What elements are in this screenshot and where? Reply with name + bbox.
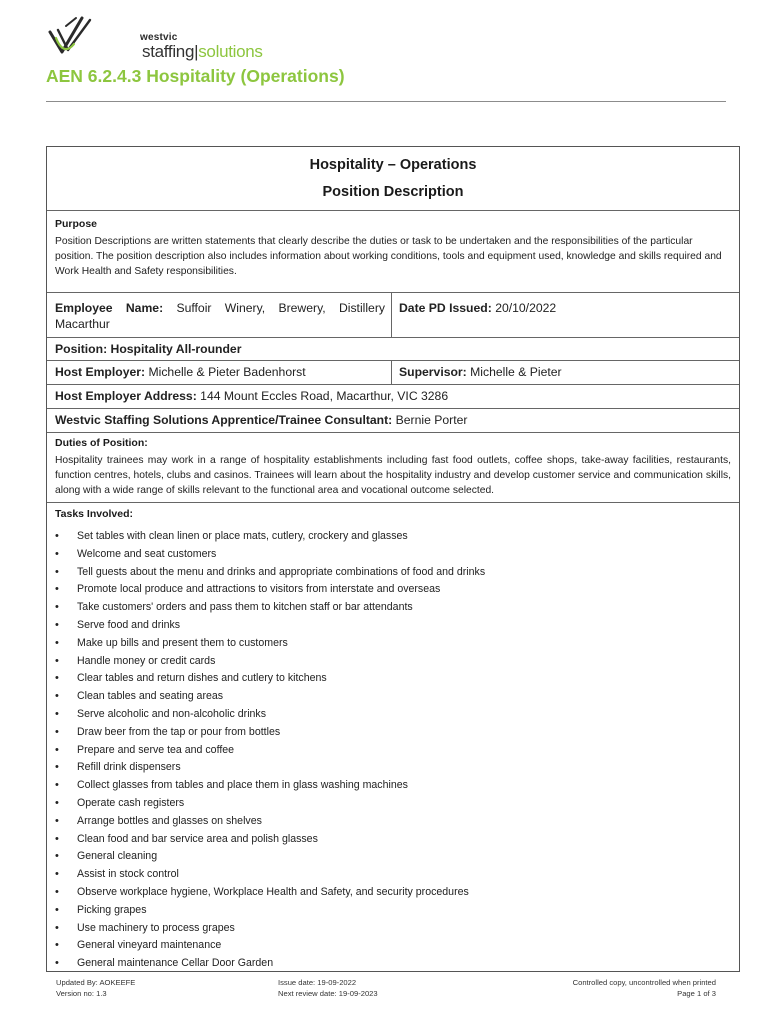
employee-name-label: Employee Name:	[55, 301, 164, 315]
duties-label: Duties of Position:	[55, 437, 148, 449]
logo-staffing-solutions-text	[142, 42, 263, 62]
footer-issue-date: Issue date: 19-09-2022	[278, 978, 357, 987]
task-item: • Clean food and bar service area and polish glasses	[55, 831, 731, 849]
employee-row-divider	[391, 293, 392, 337]
position-field	[55, 341, 241, 357]
heading-position-description: Position Description	[322, 184, 464, 200]
task-item: • Prepare and serve tea and coffee	[55, 742, 731, 760]
purpose-label: Purpose	[55, 218, 98, 230]
task-item: • General maintenance Cellar Door Garden	[55, 955, 731, 973]
host-employer-row	[47, 361, 739, 385]
date-issued-field	[399, 300, 556, 316]
purpose-row	[47, 211, 739, 293]
host-row-divider	[391, 361, 392, 384]
footer-next-review: Next review date: 19-09-2023	[278, 988, 378, 998]
address-value: 144 Mount Eccles Road, Macarthur, VIC 3286	[200, 389, 449, 403]
checkmark-logo-icon	[46, 14, 106, 58]
position-label: Position:	[55, 342, 108, 356]
consultant-row	[47, 409, 739, 433]
heading-hospitality-operations: Hospitality – Operations	[309, 157, 477, 173]
employee-name-field	[55, 300, 385, 332]
duties-text: Hospitality trainees may work in a range of hospitality establishments including fast food outlets, coffee shops, take-away facilities, restaurants, function centres, hotels, clubs and casinos. Trainees will learn about the hospitality industry and develop customer service and communication skills, along with a wide range of skills relevant to the functional area and vocational outcome selected.	[55, 455, 731, 496]
address-field	[55, 388, 448, 404]
tasks-label: Tasks Involved:	[55, 508, 134, 520]
purpose-text: Position Descriptions are written statements that clearly describe the duties or task to be undertaken and the responsibilities of the particular position. The position description also includes information about working conditions, tools and equipment used, knowledge and skills required and Work Health and Safety responsibilities.	[55, 236, 722, 277]
task-item: • Arrange bottles and glasses on shelves	[55, 813, 731, 831]
task-item: • Welcome and seat customers	[55, 546, 731, 564]
task-item: • Draw beer from the tap or pour from bottles	[55, 724, 731, 742]
tasks-row	[47, 503, 739, 973]
task-item: • Make up bills and present them to customers	[55, 635, 731, 653]
logo-staffing-word: staffing	[142, 42, 195, 61]
date-issued-value: 20/10/2022	[495, 301, 557, 315]
document-title: AEN 6.2.4.3 Hospitality (Operations)	[46, 66, 345, 86]
date-issued-label: Date PD Issued:	[399, 301, 492, 315]
host-employer-field	[55, 364, 306, 380]
task-item: • Serve alcoholic and non-alcoholic drinks	[55, 706, 731, 724]
task-item: • Use machinery to process grapes	[55, 920, 731, 938]
task-item: • General cleaning	[55, 848, 731, 866]
task-item: • Operate cash registers	[55, 795, 731, 813]
consultant-field	[55, 412, 467, 428]
duties-row	[47, 433, 739, 503]
task-item: • Handle money or credit cards	[55, 653, 731, 671]
task-item: • Clean tables and seating areas	[55, 688, 731, 706]
position-row	[47, 338, 739, 361]
tasks-list	[55, 528, 731, 973]
task-item: • Promote local produce and attractions to visitors from interstate and overseas	[55, 581, 731, 599]
westvic-logo	[46, 12, 263, 62]
employee-name-value: Suffoir Winery, Brewery, Distillery Macarthur	[55, 301, 385, 331]
logo-solutions-word: solutions	[198, 42, 263, 61]
task-item: • Set tables with clean linen or place mats, cutlery, crockery and glasses	[55, 528, 731, 546]
task-item: • General vineyard maintenance	[55, 937, 731, 955]
address-label: Host Employer Address:	[55, 389, 197, 403]
task-item: • Assist in stock control	[55, 866, 731, 884]
employee-row	[47, 293, 739, 338]
task-item: • Collect glasses from tables and place them in glass washing machines	[55, 777, 731, 795]
task-item: • Refill drink dispensers	[55, 759, 731, 777]
consultant-value: Bernie Porter	[395, 413, 468, 427]
title-divider	[46, 101, 726, 102]
logo-separator: |	[194, 42, 199, 61]
task-item: • Serve food and drinks	[55, 617, 731, 635]
footer-version: Version no: 1.3	[56, 988, 107, 998]
task-item: • Observe workplace hygiene, Workplace Health and Safety, and security procedures	[55, 884, 731, 902]
supervisor-value: Michelle & Pieter	[470, 365, 562, 379]
footer-page-number: Page 1 of 3	[677, 988, 716, 998]
task-item: • Clear tables and return dishes and cutlery to kitchens	[55, 670, 731, 688]
supervisor-label: Supervisor:	[399, 365, 467, 379]
position-description-table	[46, 146, 740, 972]
footer-left	[56, 978, 135, 999]
logo-westvic-text: westvic	[140, 32, 178, 43]
task-item: • Tell guests about the menu and drinks and appropriate combinations of food and drinks	[55, 564, 731, 582]
consultant-label: Westvic Staffing Solutions Apprentice/Trainee Consultant:	[55, 413, 393, 427]
footer-right	[573, 978, 716, 999]
address-row	[47, 385, 739, 409]
task-item: • Take customers' orders and pass them to kitchen staff or bar attendants	[55, 599, 731, 617]
host-employer-label: Host Employer:	[55, 365, 146, 379]
supervisor-field	[399, 364, 562, 380]
position-value: Hospitality All-rounder	[110, 342, 242, 356]
host-employer-value: Michelle & Pieter Badenhorst	[148, 365, 306, 379]
task-item: • Picking grapes	[55, 902, 731, 920]
heading-row	[47, 147, 739, 211]
footer-controlled-copy: Controlled copy, uncontrolled when printed	[572, 978, 716, 987]
footer-updated-by: Updated By: AOKEEFE	[56, 978, 136, 987]
footer-middle	[278, 978, 378, 999]
